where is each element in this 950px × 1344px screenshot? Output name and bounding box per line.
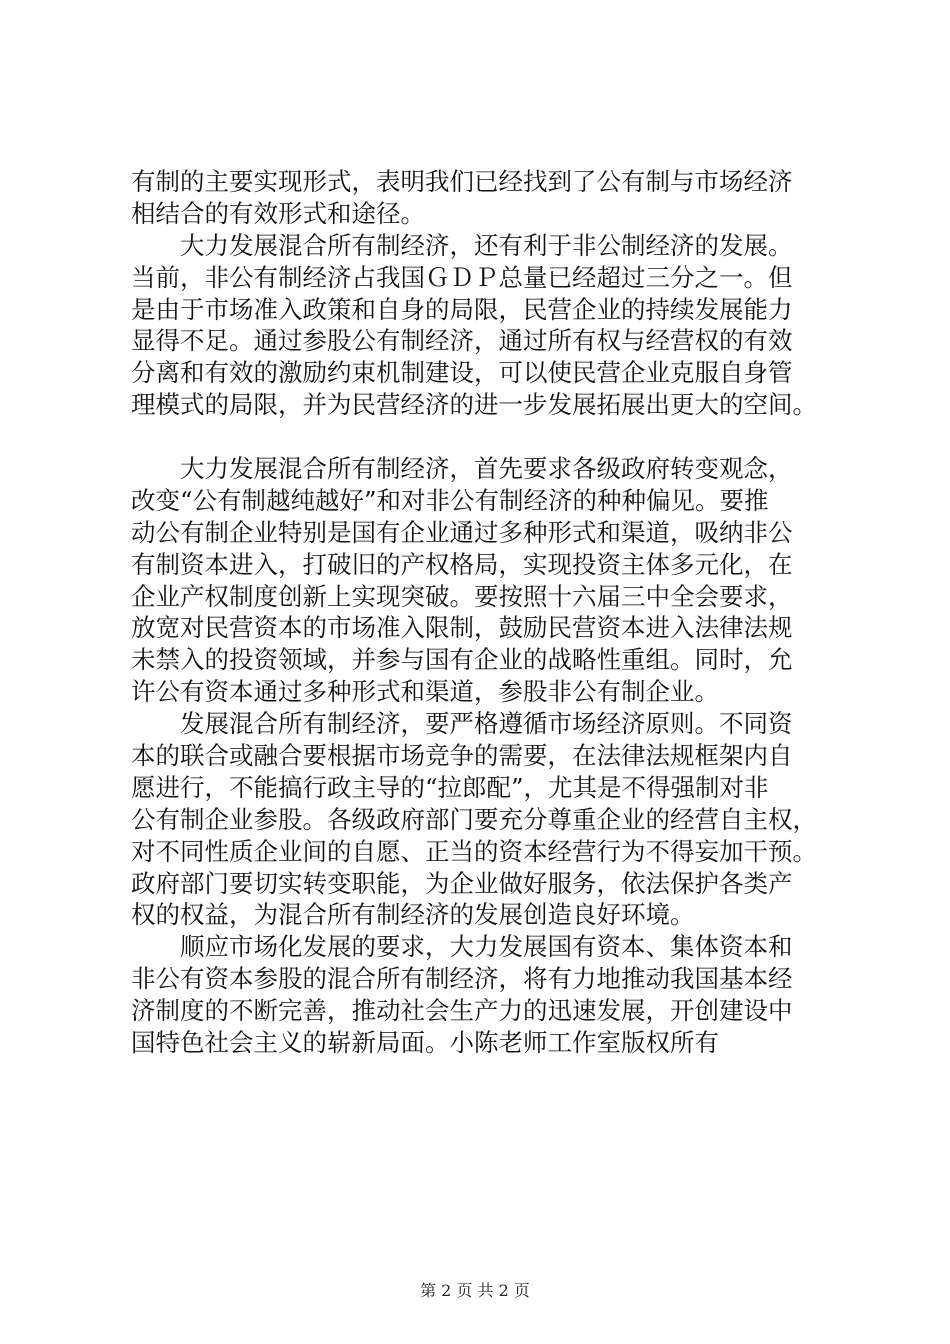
text-line: 动公有制企业特别是国有企业通过多种形式和渠道，吸纳非公 — [131, 517, 793, 547]
text-line: 当前，非公有制经济占我国ＧＤＰ总量已经超过三分之一。但 — [131, 262, 793, 292]
text-line: 相结合的有效形式和途径。 — [131, 198, 425, 228]
text-line: 公有制企业参股。各级政府部门要充分尊重企业的经营自主权， — [131, 804, 817, 834]
text-line: 理模式的局限，并为民营经济的进一步发展拓展出更大的空间。 — [131, 390, 817, 420]
text-line: 大力发展混合所有制经济，还有利于非公制经济的发展。 — [131, 230, 793, 260]
text-line: 非公有资本参股的混合所有制经济，将有力地推动我国基本经 — [131, 964, 793, 994]
page-number-footer: 第 2 页 共 2 页 — [420, 1281, 530, 1300]
document-body — [131, 166, 831, 1059]
text-line: 分离和有效的激励约束机制建设，可以使民营企业克服自身管 — [131, 358, 793, 388]
text-line: 显得不足。通过参股公有制经济，通过所有权与经营权的有效 — [131, 326, 793, 356]
text-line: 发展混合所有制经济，要严格遵循市场经济原则。不同资 — [131, 709, 793, 739]
text-line: 企业产权制度创新上实现突破。要按照十六届三中全会要求， — [131, 581, 793, 611]
text-line: 顺应市场化发展的要求，大力发展国有资本、集体资本和 — [131, 932, 793, 962]
text-line: 政府部门要切实转变职能，为企业做好服务，依法保护各类产 — [131, 868, 793, 898]
text-line: 济制度的不断完善，推动社会生产力的迅速发展，开创建设中 — [131, 996, 793, 1026]
text-line: 是由于市场准入政策和自身的局限，民营企业的持续发展能力 — [131, 294, 793, 324]
text-line: 有制资本进入，打破旧的产权格局，实现投资主体多元化，在 — [131, 549, 793, 579]
text-line: 国特色社会主义的崭新局面。小陈老师工作室版权所有 — [131, 1028, 719, 1058]
text-line: 愿进行，不能搞行政主导的“拉郎配”，尤其是不得强制对非 — [131, 772, 769, 802]
text-line: 改变“公有制越纯越好”和对非公有制经济的种种偏见。要推 — [131, 485, 769, 515]
paragraph-gap — [131, 421, 831, 453]
text-line: 有制的主要实现形式，表明我们已经找到了公有制与市场经济 — [131, 167, 793, 196]
text-line: 放宽对民营资本的市场准入限制，鼓励民营资本进入法律法规 — [131, 613, 793, 643]
text-line: 许公有资本通过多种形式和渠道，参股非公有制企业。 — [131, 677, 719, 707]
text-line: 对不同性质企业间的自愿、正当的资本经营行为不得妄加干预。 — [131, 836, 817, 866]
text-line: 本的联合或融合要根据市场竞争的需要，在法律法规框架内自 — [131, 741, 793, 771]
text-line: 权的权益，为混合所有制经济的发展创造良好环境。 — [131, 900, 695, 930]
text-line: 大力发展混合所有制经济，首先要求各级政府转变观念， — [131, 454, 793, 484]
text-line: 未禁入的投资领域，并参与国有企业的战略性重组。同时，允 — [131, 645, 793, 675]
